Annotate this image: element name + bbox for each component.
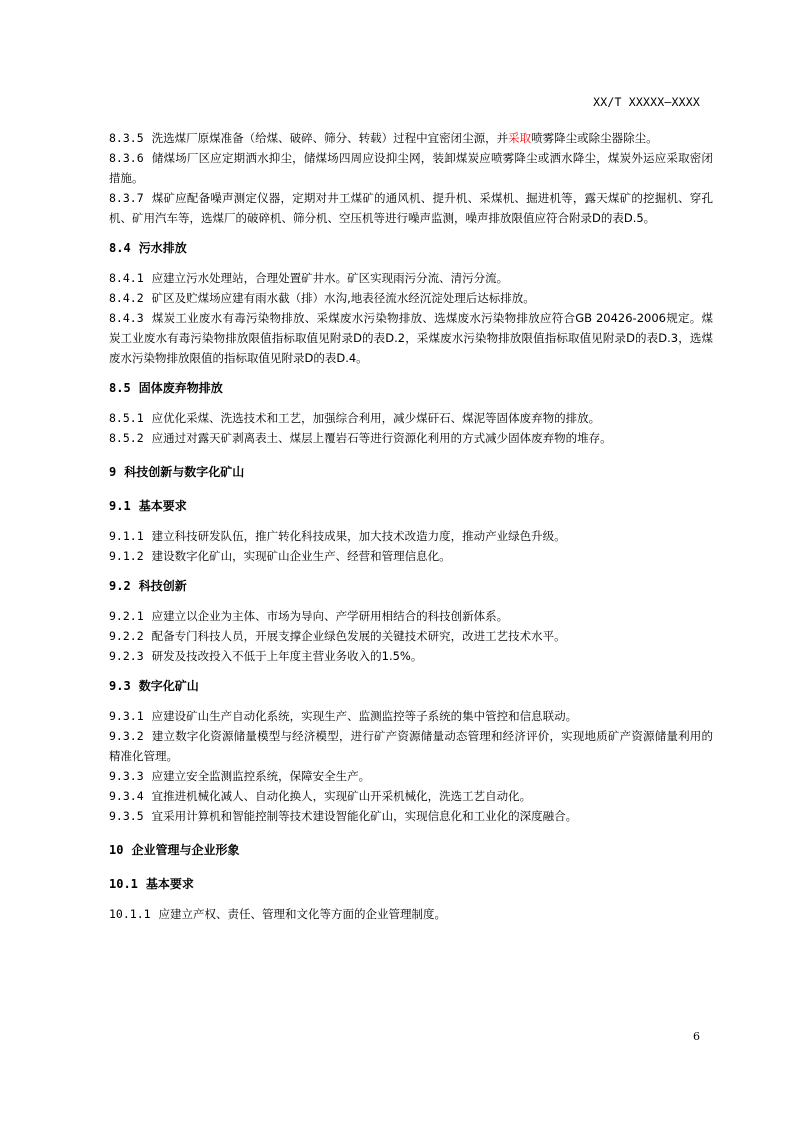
document-body [109, 128, 713, 924]
clause-number: 9.3.5 [109, 809, 144, 823]
section-heading-10-1 [109, 874, 713, 894]
clause-number: 10.1.1 [109, 907, 151, 921]
clause-number: 9.2.2 [109, 629, 144, 643]
clause-9-3-4 [109, 786, 713, 806]
section-heading-9-1 [109, 496, 713, 516]
clause-text: 煤炭工业废水有毒污染物排放、采煤废水污染物排放、选煤废水污染物排放应符合GB 20426-2006规定。煤炭工业废水有毒污染物排放限值指标取值见附录D的表D.2，采煤废水污染物排放限值指标取值见附录D的表D.3，选煤废水污染物排放限值的指标取值见附录D的表D.4。 [109, 311, 713, 365]
clause-number: 9.3.3 [109, 769, 144, 783]
clause-text: 科技创新 [138, 579, 187, 593]
clause-number: 9.2.1 [109, 609, 144, 623]
clause-number: 9.1.2 [109, 549, 144, 563]
clause-9-3-1 [109, 706, 713, 726]
clause-text: 污水排放 [138, 241, 187, 255]
clause-9-3-5 [109, 806, 713, 826]
clause-number: 8.5.2 [109, 431, 144, 445]
clause-text: 建设数字化矿山，实现矿山企业生产、经营和管理信息化。 [151, 549, 451, 563]
clause-number: 10.1 [109, 877, 138, 891]
section-heading-9-3 [109, 676, 713, 696]
clause-8-3-5: 8.3.5 洗选煤厂原煤准备（给煤、破碎、筛分、转载）过程中宜密闭尘源，并采取喷雾降尘或除尘器除尘。 [109, 131, 658, 145]
clause-number: 9.2.3 [109, 649, 144, 663]
clause-number: 9.2 [109, 579, 131, 593]
clause-text: 应通过对露天矿剥离表土、煤层上覆岩石等进行资源化利用的方式减少固体废弃物的堆存。 [151, 431, 612, 445]
clause-number: 9.3.1 [109, 709, 144, 723]
clause-10-1-1 [109, 904, 713, 924]
clause-8-5-1 [109, 408, 713, 428]
clause-8-4-2 [109, 288, 713, 308]
clause-text: 建立数字化资源储量模型与经济模型，进行矿产资源储量动态管理和经济评价，实现地质矿产资源储量利用的精准化管理。 [109, 729, 713, 763]
clause-9-2-1 [109, 606, 713, 626]
clause-text: 应优化采煤、洗选技术和工艺，加强综合利用，减少煤矸石、煤泥等固体废弃物的排放。 [151, 411, 601, 425]
clause-text: 矿区及贮煤场应建有雨水截（排）水沟,地表径流水经沉淀处理后达标排放。 [151, 291, 535, 305]
clause-9-2-2 [109, 626, 713, 646]
clause-text: 煤矿应配备噪声测定仪器，定期对井工煤矿的通风机、提升机、采煤机、掘进机等，露天煤矿的挖掘机、穿孔机、矿用汽车等，选煤厂的破碎机、筛分机、空压机等进行噪声监测，噪声排放限值应符合附录D的表D.5。 [109, 191, 713, 225]
clause-text: 科技创新与数字化矿山 [124, 465, 245, 479]
clause-number: 9.1 [109, 499, 131, 513]
clause-9-1-2 [109, 546, 713, 566]
clause-number: 9.1.1 [109, 529, 144, 543]
clause-8-3-7 [109, 188, 713, 228]
clause-text: 应建立安全监测监控系统，保障安全生产。 [151, 769, 371, 783]
clause-8-4-3 [109, 308, 713, 368]
clause-number: 8.4.1 [109, 271, 144, 285]
section-heading-9-2 [109, 576, 713, 596]
clause-8-5-2 [109, 428, 713, 448]
clause-text: 建立科技研发队伍，推广转化科技成果，加大技术改造力度，推动产业绿色升级。 [151, 529, 566, 543]
clause-text: 应建立污水处理站，合理处置矿井水。矿区实现雨污分流、清污分流。 [151, 271, 509, 285]
clause-number: 9.3 [109, 679, 131, 693]
clause-number: 8.4.2 [109, 291, 144, 305]
clause-number: 9 [109, 465, 117, 479]
chapter-heading-9 [109, 462, 713, 482]
clause-text: 应建立产权、责任、管理和文化等方面的企业管理制度。 [158, 907, 447, 921]
page-number: 6 [693, 1030, 700, 1043]
clause-number: 9.3.4 [109, 789, 144, 803]
clause-text: 配备专门科技人员，开展支撑企业绿色发展的关键技术研究，改进工艺技术水平。 [151, 629, 566, 643]
clause-9-1-1 [109, 526, 713, 546]
highlighted-text: 采取 [508, 131, 532, 145]
clause-text: 应建设矿山生产自动化系统，实现生产、监测监控等子系统的集中管控和信息联动。 [151, 709, 578, 723]
clause-text: 宜推进机械化减人、自动化换人，实现矿山开采机械化，洗选工艺自动化。 [151, 789, 532, 803]
clause-text: 数字化矿山 [138, 679, 199, 693]
chapter-heading-10 [109, 840, 713, 860]
clause-number: 10 [109, 843, 124, 857]
clause-number: 8.4.3 [109, 311, 144, 325]
clause-9-3-3 [109, 766, 713, 786]
clause-9-3-2 [109, 726, 713, 766]
clause-number: 8.3.7 [109, 191, 144, 205]
clause-number: 8.5 [109, 381, 131, 395]
section-heading-8-5 [109, 378, 713, 398]
clause-number: 9.3.2 [109, 729, 144, 743]
clause-number: 8.5.1 [109, 411, 144, 425]
clause-9-2-3 [109, 646, 713, 666]
clause-text: 固体废弃物排放 [138, 381, 223, 395]
clause-text: 基本要求 [138, 499, 187, 513]
document-code-header: XX/T XXXXX—XXXX [593, 95, 700, 109]
clause-text: 研发及技改投入不低于上年度主营业务收入的1.5%。 [151, 649, 423, 663]
clause-number: 8.4 [109, 241, 131, 255]
clause-text: 宜采用计算机和智能控制等技术建设智能化矿山，实现信息化和工业化的深度融合。 [151, 809, 578, 823]
clause-text: 企业管理与企业形象 [131, 843, 240, 857]
section-heading-8-4 [109, 238, 713, 258]
clause-number: 8.3.6 [109, 151, 144, 165]
clause-text: 基本要求 [145, 877, 194, 891]
clause-8-3-6 [109, 148, 713, 188]
clause-text: 应建立以企业为主体、市场为导向、产学研用相结合的科技创新体系。 [151, 609, 509, 623]
clause-8-4-1 [109, 268, 713, 288]
clause-text: 储煤场厂区应定期洒水抑尘，储煤场四周应设抑尘网，装卸煤炭应喷雾降尘或洒水降尘，煤炭外运应采取密闭措施。 [109, 151, 713, 185]
